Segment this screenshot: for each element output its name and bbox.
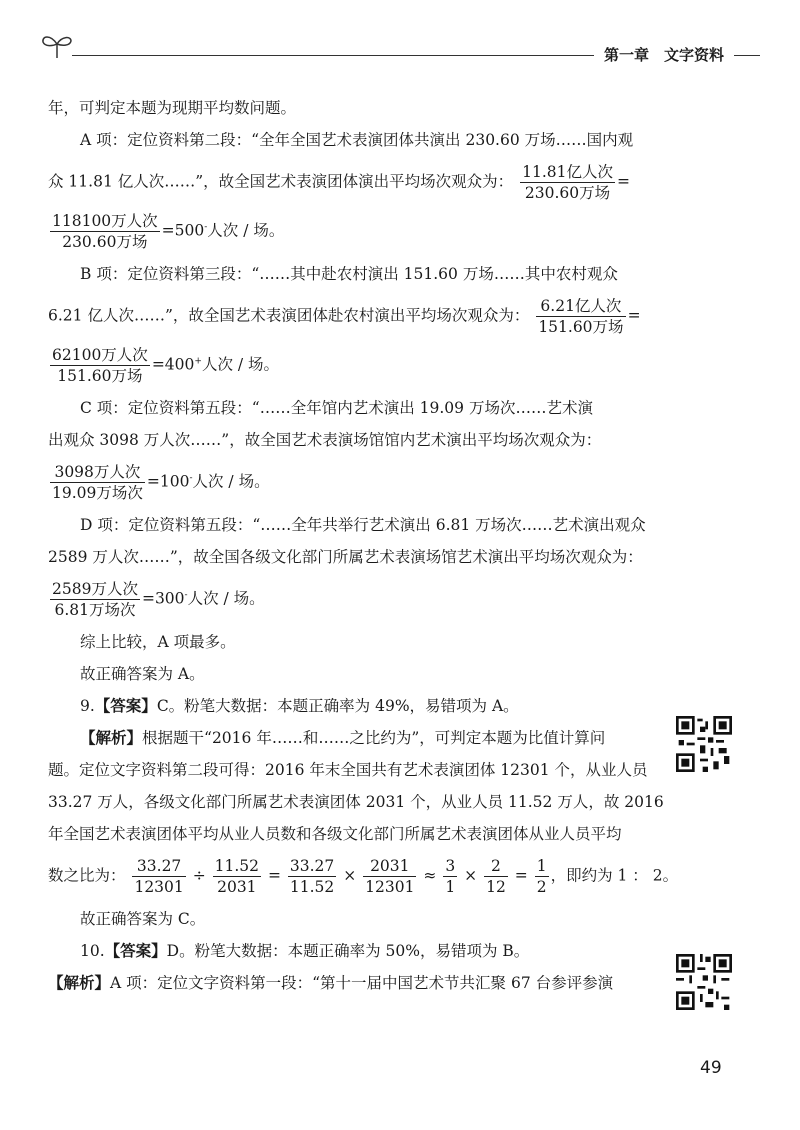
- page-header: [40, 30, 760, 70]
- fraction-denominator: 11.52: [289, 878, 335, 896]
- fraction-numerator: 6.21亿人次: [536, 296, 625, 317]
- paragraph: 题。定位文字资料第二段可得：2016 年末全国共有艺术表演团体 12301 个，从业人员: [48, 761, 648, 779]
- result: =300: [141, 589, 185, 608]
- answer-tag: 【答案】: [104, 942, 167, 960]
- page-number: 49: [700, 1058, 722, 1078]
- paragraph: 出观众 3098 万人次……”，故全国艺术表演场馆馆内艺术演出平均场次观众为：: [48, 431, 602, 449]
- approx-mark: +: [194, 356, 202, 367]
- paragraph: 故正确答案为 A。: [80, 665, 205, 683]
- fraction: [536, 296, 625, 337]
- fraction: [484, 856, 508, 897]
- unit: 人次 / 场。: [207, 221, 285, 240]
- fraction-numerator: 2589万人次: [52, 580, 138, 598]
- equation-line: [48, 343, 708, 388]
- fraction-numerator: 33.27: [289, 857, 335, 875]
- fraction: [363, 856, 416, 897]
- equation-line: [48, 209, 708, 254]
- page-body: [48, 92, 708, 999]
- paragraph: B 项：定位资料第三段：“……其中赴农村演出 151.60 万场……其中农村观众: [80, 265, 618, 283]
- unit: 人次 / 场。: [187, 589, 265, 608]
- paragraph: 33.27 万人，各级文化部门所属艺术表演团体 2031 个，从业人员 11.52 万人，故 2016: [48, 793, 664, 811]
- fraction-numerator: 11.81亿人次: [522, 163, 613, 181]
- unit: 人次 / 场。: [192, 472, 270, 491]
- fraction: [535, 856, 549, 897]
- paragraph: A 项：定位资料第二段：“全年全国艺术表演团体共演出 230.60 万场……国内观: [80, 131, 634, 149]
- fraction-denominator: 19.09万场次: [52, 484, 143, 502]
- paragraph: D 项：定位资料第五段：“……全年共举行艺术演出 6.81 万场次……艺术演出观众: [80, 516, 646, 534]
- analysis-tag: 【解析】: [48, 974, 111, 992]
- analysis-tag: 【解析】: [80, 729, 143, 747]
- fraction: [50, 211, 160, 252]
- fraction: [520, 162, 615, 203]
- qr-code-icon[interactable]: [676, 954, 732, 1010]
- fraction-numerator: 1: [536, 857, 547, 875]
- paragraph: 2589 万人次……”，故全国各级文化部门所属艺术表演场馆艺术演出平均场次观众为：: [48, 548, 643, 566]
- paragraph: [48, 722, 708, 754]
- fraction: [50, 462, 145, 503]
- answer-line: [48, 690, 708, 722]
- chapter-title: 第一章 文字资料: [594, 44, 734, 65]
- fraction-denominator: 151.60万场: [538, 318, 624, 336]
- fraction-numerator: 33.27: [132, 856, 185, 877]
- operator: ÷: [192, 866, 206, 885]
- paragraph: 6.21 亿人次……”，故全国艺术表演团体赴农村演出平均场次观众为： $\frac{\text{6.21亿人次}}{\text{151.60万场}}$ =: [48, 297, 641, 336]
- qr-code-icon[interactable]: [676, 716, 732, 772]
- fraction-numerator: 3098万人次: [50, 462, 145, 483]
- fraction-numerator: 3: [445, 857, 456, 875]
- paragraph: 故正确答案为 C。: [80, 910, 206, 928]
- fraction: [132, 856, 185, 897]
- fraction-numerator: 11.52: [214, 857, 260, 875]
- text-span: ，即约为 1 ： 2。: [550, 866, 679, 885]
- approx-mark: -: [184, 590, 188, 601]
- fraction: [50, 579, 140, 620]
- equation-line: [48, 854, 708, 899]
- operator: ≈: [423, 866, 437, 885]
- paragraph: 年，可判定本题为现期平均数问题。: [48, 99, 297, 117]
- approx-mark: -: [204, 222, 208, 233]
- fraction-numerator: 62100万人次: [52, 346, 148, 364]
- fraction-denominator: 230.60万场: [62, 233, 148, 251]
- fraction-denominator: 1: [445, 878, 456, 896]
- paragraph: 年全国艺术表演团体平均从业人员数和各级文化部门所属艺术表演团体从业人员平均: [48, 825, 622, 843]
- answer-tag: 【答案】: [94, 697, 157, 715]
- question-number: 10.: [80, 942, 105, 960]
- result: =400: [151, 355, 195, 374]
- fraction-denominator: 12301: [134, 878, 184, 896]
- fraction-denominator: 6.81万场次: [54, 601, 136, 619]
- text-span: A 项：定位文字资料第一段：“第十一届中国艺术节共汇聚 67 台参评参演: [110, 974, 614, 992]
- text-span: 根据题干“2016 年……和……之比约为”，可判定本题为比值计算问: [142, 729, 606, 747]
- answer-text: C。粉笔大数据：本题正确率为 49%，易错项为 A。: [156, 697, 519, 715]
- answer-text: D。粉笔大数据：本题正确率为 50%，易错项为 B。: [166, 942, 530, 960]
- fraction-denominator: 2: [536, 878, 547, 896]
- sprout-icon: [40, 30, 74, 60]
- text-span: 6.21 亿人次……”，故全国艺术表演团体赴农村演出平均场次观众为：: [48, 306, 530, 325]
- paragraph: [48, 967, 708, 999]
- paragraph: 众 11.81 亿人次……”，故全国艺术表演团体演出平均场次观众为： $\frac{\text{11.81亿人次}}{\text{230.60万场}}$ =: [48, 163, 630, 202]
- result: =100: [146, 472, 190, 491]
- result: =500: [161, 221, 205, 240]
- equation-line: [48, 577, 708, 622]
- fraction-denominator: 151.60万场: [57, 367, 143, 385]
- operator: ×: [343, 866, 357, 885]
- text-span: 数之比为：: [48, 866, 126, 885]
- answer-line: [48, 935, 708, 967]
- fraction-denominator: 230.60万场: [524, 184, 611, 202]
- equation-line: [48, 460, 708, 505]
- operator: =: [514, 866, 528, 885]
- unit: 人次 / 场。: [201, 355, 280, 374]
- approx-mark: -: [189, 473, 193, 484]
- fraction: [213, 856, 261, 897]
- paragraph: C 项：定位资料第五段：“……全年馆内艺术演出 19.09 万场次……艺术演: [80, 399, 593, 417]
- question-number: 9.: [80, 697, 95, 715]
- fraction: [50, 345, 150, 386]
- operator: ×: [464, 866, 478, 885]
- paragraph: 综上比较，A 项最多。: [80, 633, 236, 651]
- fraction-denominator: 12: [486, 878, 506, 896]
- text-span: 众 11.81 亿人次……”，故全国艺术表演团体演出平均场次观众为：: [48, 172, 514, 191]
- operator: =: [267, 866, 281, 885]
- fraction: [443, 856, 457, 897]
- fraction: [288, 856, 336, 897]
- fraction-numerator: 118100万人次: [52, 212, 158, 230]
- fraction-denominator: 12301: [365, 878, 415, 896]
- fraction-numerator: 2031: [363, 856, 416, 877]
- fraction-denominator: 2031: [217, 878, 257, 896]
- fraction-numerator: 2: [484, 856, 508, 877]
